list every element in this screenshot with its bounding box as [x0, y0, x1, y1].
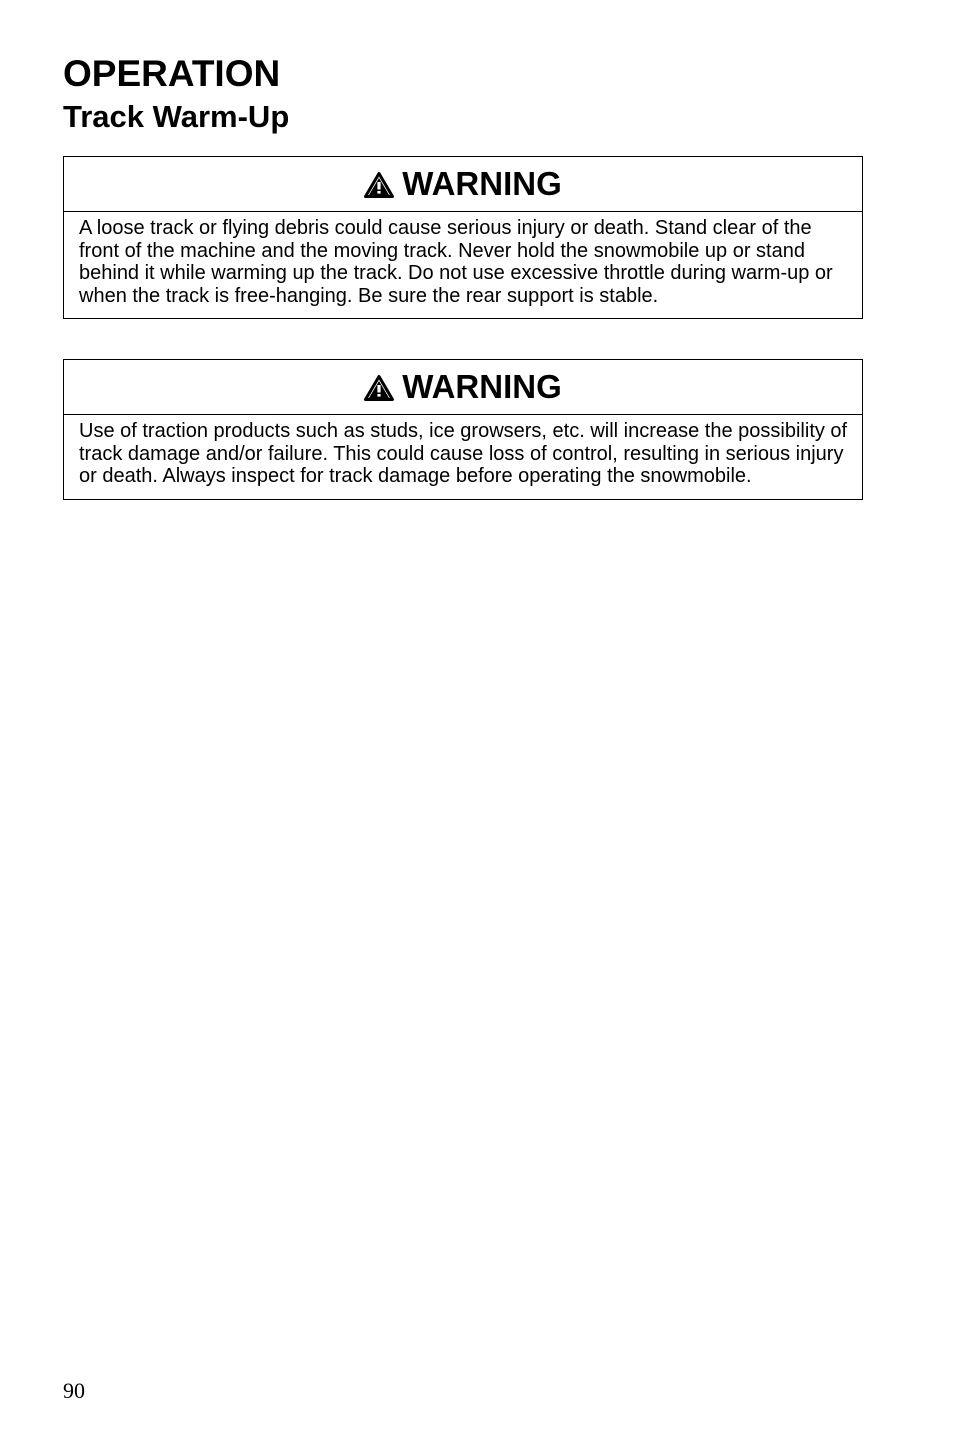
- warning-triangle-icon: [364, 375, 394, 401]
- warning-box-traction-products: [63, 359, 863, 500]
- warning-text: Use of traction products such as studs, ice growsers, etc. will increase the possibility of track damage and/or failure. This could cause loss of control, resulting in serious injury or death. Always inspect for track damage before operating the snowmobile.: [79, 420, 848, 488]
- warning-triangle-icon: [364, 172, 394, 198]
- warning-box-track-debris: [63, 156, 863, 319]
- warning-header: [64, 157, 862, 212]
- warning-header: [64, 360, 862, 415]
- warning-label: WARNING: [402, 368, 562, 405]
- section-title: OPERATION: [63, 53, 281, 94]
- subsection-title: Track Warm-Up: [63, 99, 290, 134]
- warning-label: WARNING: [402, 165, 562, 202]
- page-number: 90: [63, 1378, 85, 1403]
- warning-text: A loose track or flying debris could cause serious injury or death. Stand clear of the front of the machine and the moving track. Never hold the snowmobile up or stand behind it while warming up the track. Do not use excessive throttle during warm-up or when the track is free-hanging. Be sure the rear support is stable.: [79, 217, 833, 307]
